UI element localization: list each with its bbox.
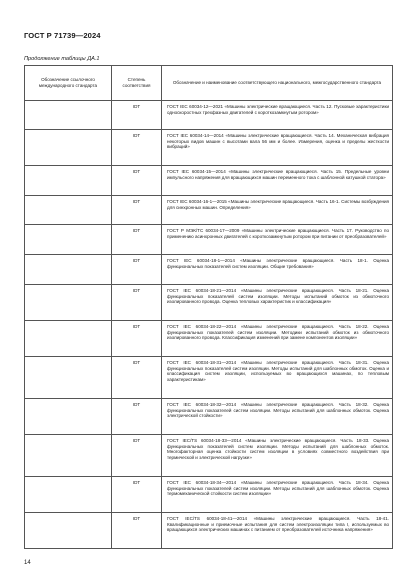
international-standard-cell	[25, 166, 112, 196]
international-standard-cell	[25, 225, 112, 255]
degree-cell: IDT	[112, 166, 162, 196]
international-standard-cell	[25, 255, 112, 285]
table-row	[25, 435, 393, 477]
page-number: 14	[24, 560, 31, 566]
national-standard-cell: ГОСТ IEC/TS 60034-18-33—2014 «Машины электрические вращающиеся. Часть 18-33. Оценка функциональных показателей систем изоляции. Методы испытаний для шаблонных обмоток. Многофакторная оценка стойкости систем изоляции в условиях совместного воздействия при термической и электрической нагрузке»	[162, 435, 393, 477]
national-standard-cell: ГОСТ IEC 60034-16-1—2015 «Машины электрические вращающиеся. Часть 16-1. Системы возбуждения для синхронных машин. Определения»	[162, 196, 393, 225]
degree-cell: IDT	[112, 435, 162, 477]
column-header-international-standard: Обозначение ссылочного международного стандарта	[25, 66, 112, 101]
national-standard-cell: ГОСТ Р МЭК/ТС 60034-17—2009 «Машины электрические вращающиеся. Часть 17. Руководство по применению асинхронных двигателей с короткозамкнутым ротором при питании от преобразователей»	[162, 225, 393, 255]
table-row	[25, 166, 393, 196]
degree-cell: IDT	[112, 285, 162, 321]
national-standard-cell: ГОСТ IEC 60034-18-1—2014 «Машины электрические вращающиеся. Часть 18-1. Оценка функциональных показателей систем изоляции. Общие требования»	[162, 255, 393, 285]
degree-cell: IDT	[112, 513, 162, 549]
table-row	[25, 255, 393, 285]
table-row	[25, 513, 393, 549]
table-row	[25, 225, 393, 255]
column-header-national-standard: Обозначение и наименование соответствующего национального, межгосударственного стандарта	[162, 66, 393, 101]
column-header-degree: Степень соответствия	[112, 66, 162, 101]
national-standard-cell: ГОСТ IEC/TS 60034-18-41—2014 «Машины электрические вращающиеся. Часть 18-41. Квалификационные и приемочные испытания для систем электроизоляции типа I, используемых во вращающихся электрических машинах с питанием от преобразователей источника напряжения»	[162, 513, 393, 549]
national-standard-cell: ГОСТ IEC 60034-18-34—2014 «Машины электрические вращающиеся. Часть 18-34. Оценка функциональных показателей систем изоляции. Методы испытаний для шаблонных обмоток. Оценка термомеханической стойкости систем изоляции»	[162, 477, 393, 513]
degree-cell: IDT	[112, 255, 162, 285]
national-standard-cell: ГОСТ IEC 60034-18-22—2014 «Машины электрические вращающиеся. Часть 18-22. Оценка функциональных показателей систем изоляции. Методики испытаний обмоток из обмоточного изолированного провода. Классификация изменений при замене компонентов изоляции»	[162, 321, 393, 357]
table-row	[25, 399, 393, 435]
degree-cell: IDT	[112, 477, 162, 513]
national-standard-cell: ГОСТ IEC 60034-14—2014 «Машины электрические вращающиеся. Часть 14. Механическая вибрация некоторых видов машин с высотами вала 56 мм и более. Измерения, оценка и пределы жесткости вибраций»	[162, 130, 393, 166]
national-standard-cell: ГОСТ IEC 60034-15—2014 «Машины электрические вращающиеся. Часть 15. Предельные уровни импульсного напряжения для вращающихся машин переменного тока с шаблонной катушкой статора»	[162, 166, 393, 196]
international-standard-cell	[25, 435, 112, 477]
table-row	[25, 101, 393, 130]
international-standard-cell	[25, 399, 112, 435]
table-row	[25, 130, 393, 166]
table-row	[25, 196, 393, 225]
international-standard-cell	[25, 196, 112, 225]
table-row	[25, 477, 393, 513]
degree-cell: IDT	[112, 130, 162, 166]
international-standard-cell	[25, 321, 112, 357]
reference-table	[24, 65, 393, 549]
table-caption: Продолжение таблицы ДА.1	[24, 56, 100, 62]
table-header-row	[25, 66, 393, 101]
degree-cell: IDT	[112, 101, 162, 130]
degree-cell: IDT	[112, 321, 162, 357]
degree-cell: IDT	[112, 399, 162, 435]
national-standard-cell: ГОСТ IEC 60034-18-32—2014 «Машины электрические вращающиеся. Часть 18-32. Оценка функциональных показателей систем изоляции. Методы испытаний для шаблонных обмоток. Оценка электрической стойкости»	[162, 399, 393, 435]
national-standard-cell: ГОСТ IEC 60034-12—2021 «Машины электрические вращающиеся. Часть 12. Пусковые характеристики односкоростных трехфазных двигателей с короткозамкнутым ротором»	[162, 101, 393, 130]
degree-cell: IDT	[112, 357, 162, 399]
international-standard-cell	[25, 513, 112, 549]
international-standard-cell	[25, 477, 112, 513]
national-standard-cell: ГОСТ IEC 60034-18-21—2014 «Машины электрические вращающиеся. Часть 18-21. Оценка функциональных показателей систем изоляции. Методы испытаний обмоток из обмоточного изолированного провода. Оценка тепловых характеристик и классификация»	[162, 285, 393, 321]
national-standard-cell: ГОСТ IEC 60034-18-31—2014 «Машины электрические вращающиеся. Часть 18-31. Оценка функциональных показателей систем изоляции. Методы испытаний для шаблонных обмоток. Оценка и классификация систем изоляции, используемых во вращающихся машинах, по тепловым характеристикам»	[162, 357, 393, 399]
degree-cell: IDT	[112, 225, 162, 255]
international-standard-cell	[25, 285, 112, 321]
degree-cell: IDT	[112, 196, 162, 225]
international-standard-cell	[25, 357, 112, 399]
document-header: ГОСТ Р 71739—2024	[24, 31, 101, 40]
table-row	[25, 321, 393, 357]
international-standard-cell	[25, 130, 112, 166]
international-standard-cell	[25, 101, 112, 130]
table-row	[25, 285, 393, 321]
table-row	[25, 357, 393, 399]
